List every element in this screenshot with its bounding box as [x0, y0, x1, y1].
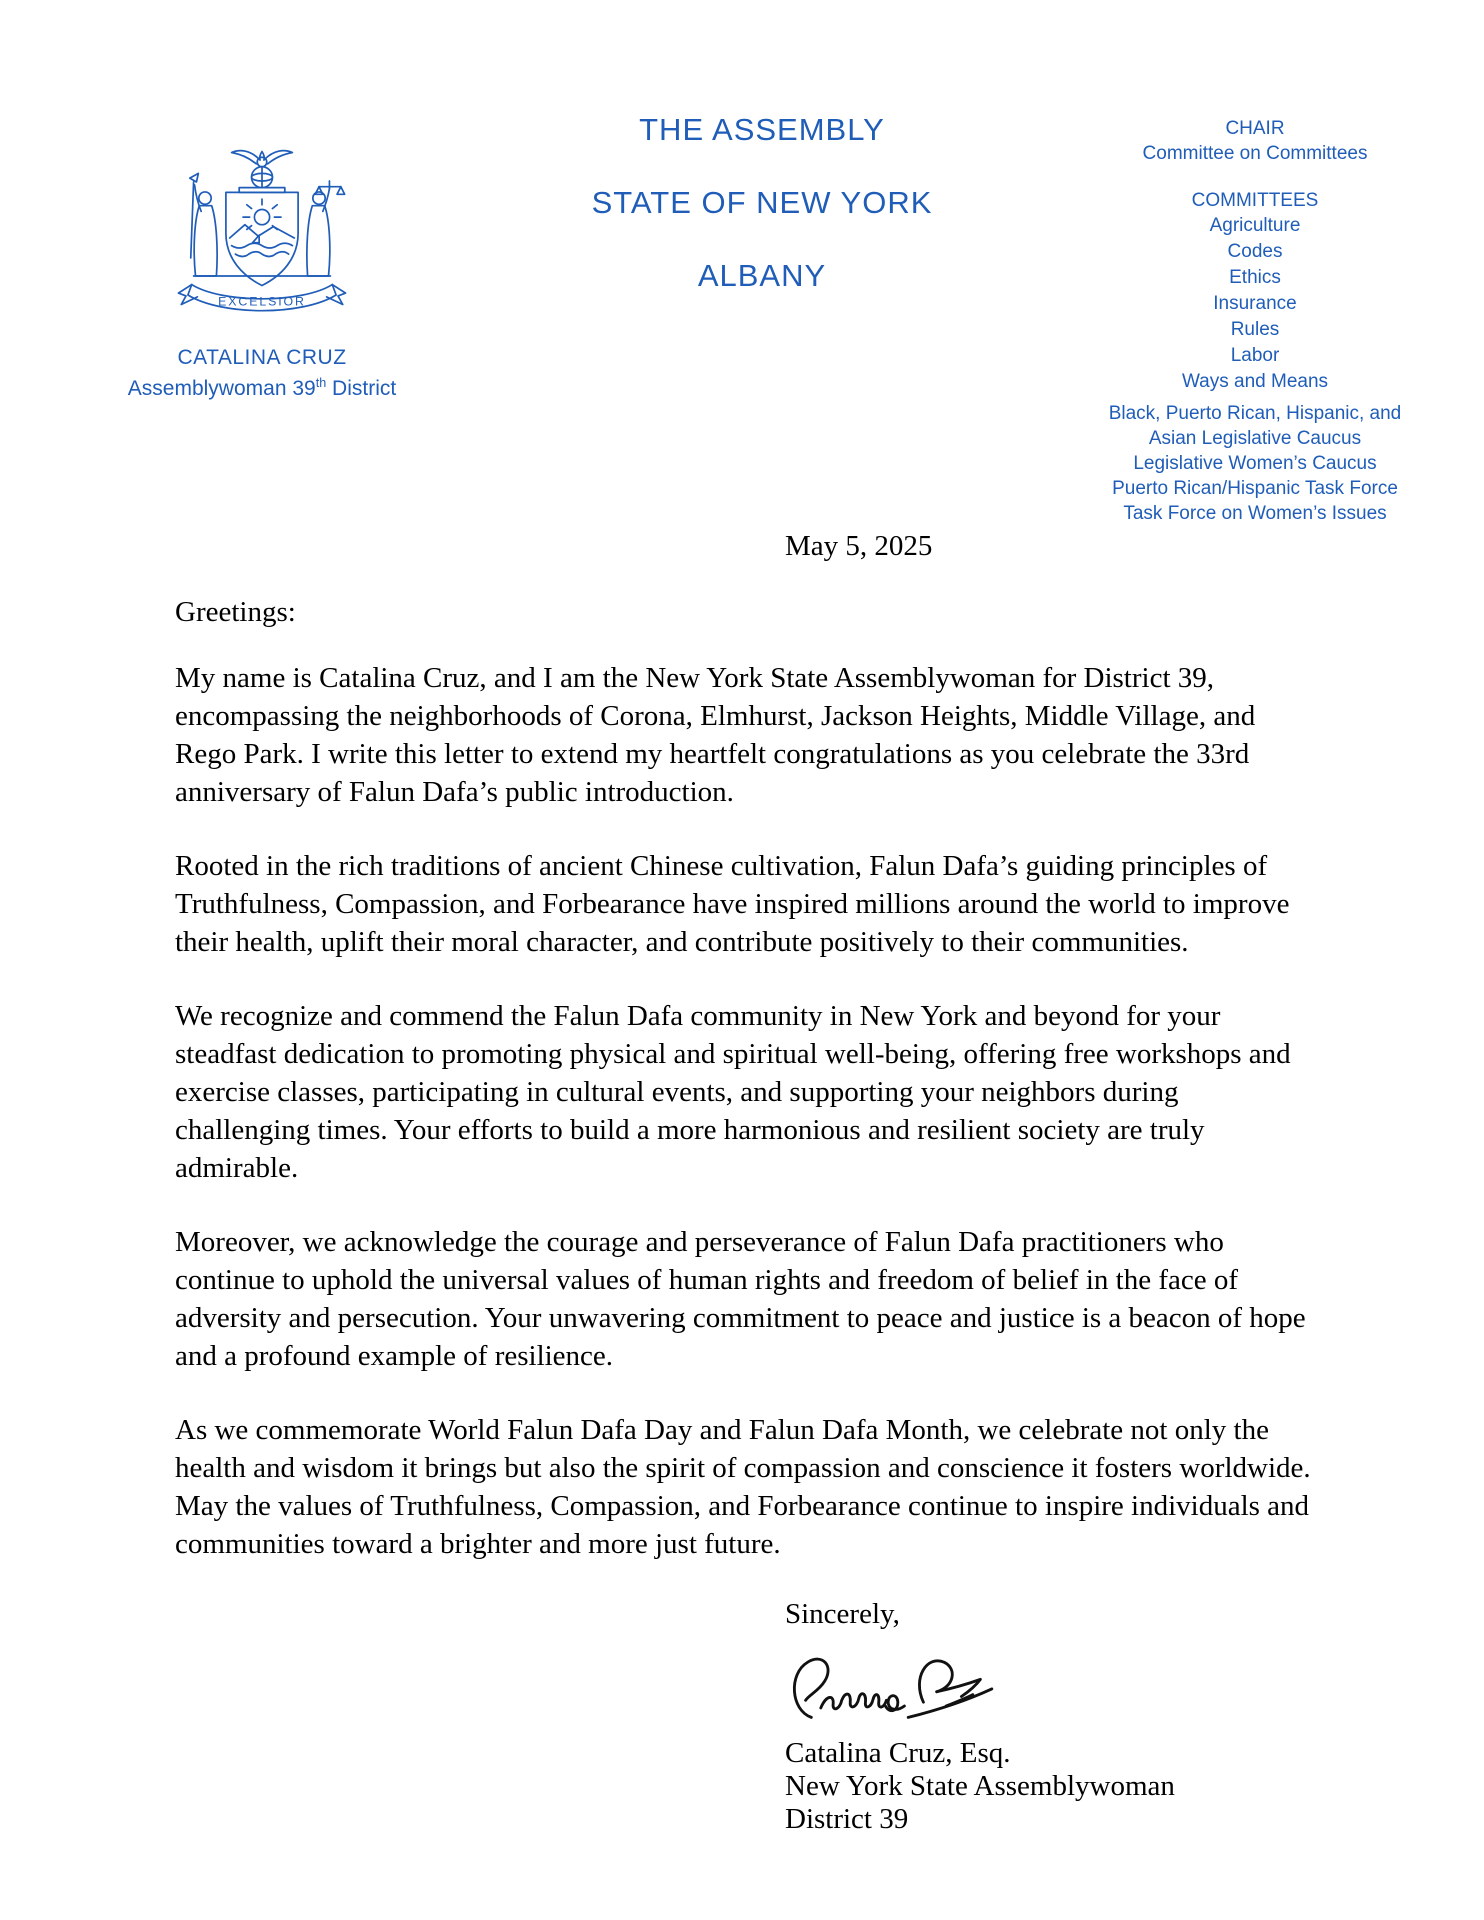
committee-item: Labor	[1230, 345, 1280, 366]
committee-item: Insurance	[1213, 293, 1297, 314]
chair-committee: Committee on Committees	[1142, 143, 1368, 164]
caucus-item: Task Force on Women’s Issues	[1123, 503, 1387, 524]
signer-title: New York State Assemblywoman	[785, 1770, 1175, 1802]
closing-block	[785, 1595, 1315, 1836]
letter-date: May 5, 2025	[785, 530, 933, 562]
committee-item: Rules	[1230, 319, 1280, 340]
caucus-item: Black, Puerto Rican, Hispanic, and Asian Legislative Caucus	[1108, 403, 1402, 449]
closing-word: Sincerely,	[785, 1598, 900, 1630]
letterhead-line-city: ALBANY	[697, 258, 827, 293]
officer-title	[116, 376, 408, 401]
salutation: Greetings:	[175, 596, 296, 628]
paragraph-3: We recognize and commend the Falun Dafa community in New York and beyond for your steadfast dedication to promoting physical and spiritual well-being, offering free workshops and exercise classes, participating in cultural events, and supporting your neighbors during challenging times. Your efforts to build a more harmonious and resilient society are truly admirable.	[175, 1000, 1291, 1184]
committees-heading: COMMITTEES	[1191, 190, 1319, 211]
paragraph-5: As we commemorate World Falun Dafa Day and Falun Dafa Month, we celebrate not only the health and wisdom it brings but also the spirit of compassion and conscience it fosters worldwide. May the values of Truthfulness, Compassion, and Forbearance continue to inspire individuals and communities toward a brighter and more just future.	[175, 1414, 1311, 1560]
seal-motto: EXCELSIOR	[218, 294, 306, 309]
officer-name: CATALINA CRUZ	[177, 346, 347, 369]
letterhead-left-column	[116, 142, 408, 401]
officer-title-ordinal: th	[315, 376, 327, 390]
paragraph-1: My name is Catalina Cruz, and I am the New York State Assemblywoman for District 39, encompassing the neighborhoods of Corona, Elmhurst, Jackson Heights, Middle Village, and Rego Park. I write this letter to extend my heartfelt congratulations as you celebrate the 33rd anniversary of Falun Dafa’s public introduction.	[175, 662, 1256, 808]
committee-item: Agriculture	[1209, 215, 1301, 236]
letterhead-line-assembly: THE ASSEMBLY	[639, 112, 885, 147]
letter-body	[175, 527, 1315, 1836]
caucus-list	[1104, 401, 1406, 526]
caucus-item: Legislative Women’s Caucus	[1133, 453, 1377, 474]
committee-item: Ways and Means	[1181, 371, 1329, 392]
officer-title-text: Assemblywoman 39	[127, 377, 316, 400]
handwritten-signature	[779, 1639, 1007, 1735]
committee-item: Codes	[1227, 241, 1283, 262]
signer-district: District 39	[785, 1803, 909, 1835]
signer-name: Catalina Cruz, Esq.	[785, 1737, 1011, 1769]
letterhead-center-column	[560, 112, 964, 331]
chair-heading: CHAIR	[1225, 118, 1285, 139]
letterhead-line-state: STATE OF NEW YORK	[591, 185, 933, 220]
committee-item: Ethics	[1229, 267, 1281, 288]
paragraph-2: Rooted in the rich traditions of ancient Chinese cultivation, Falun Dafa’s guiding principles of Truthfulness, Compassion, and Forbearance have inspired millions around the world to improve their health, uplift their moral character, and contribute positively to their communities.	[175, 850, 1290, 958]
paragraph-4: Moreover, we acknowledge the courage and perseverance of Falun Dafa practitioners who continue to uphold the universal values of human rights and freedom of belief in the face of adversity and persecution. Your unwavering commitment to peace and justice is a beacon of hope and a profound example of resilience.	[175, 1226, 1306, 1372]
new-york-state-seal-icon	[167, 142, 357, 334]
caucus-item: Puerto Rican/Hispanic Task Force	[1112, 478, 1398, 499]
officer-title-suffix: District	[326, 377, 397, 400]
letterhead-right-column	[1104, 116, 1406, 526]
